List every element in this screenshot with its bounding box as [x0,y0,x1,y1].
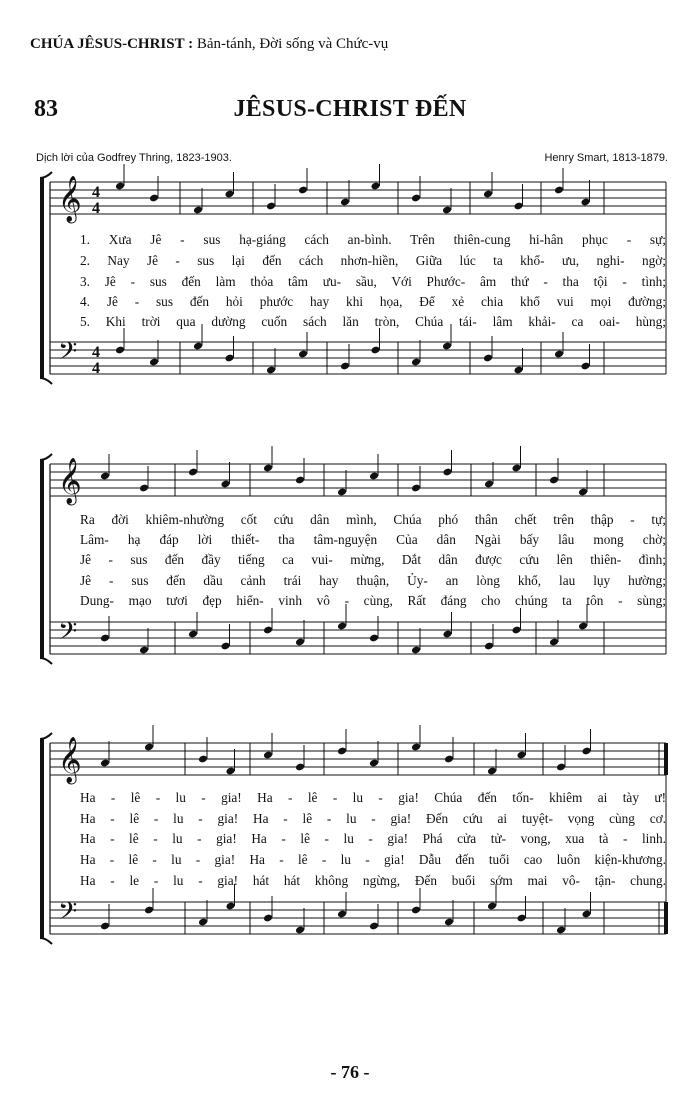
lyric-line: Ha - lê - lu - gia! Ha - lê - lu - gia! Chúa đến tốn- khiêm ai tày ư! [80,790,666,805]
lyric-line: Ha - lê - lu - gia! Ha - lê - lu - gia! Phá cửa tử- vong, xua tà - linh. [80,831,666,846]
treble-clef-icon: 𝄞 [58,737,82,783]
time-signature-denominator: 4 [92,200,100,217]
hymn-title: JÊSUS-CHRIST ĐẾN [233,96,467,122]
treble-clef-icon: 𝄞 [58,176,82,222]
treble-clef-icon: 𝄞 [58,458,82,504]
lyric-line: Jê - sus đến đầy tiếng ca vui- mừng, Dắt dân được cứu lên thiên- đình; [80,552,666,567]
bass-clef-icon: 𝄢 [58,897,78,932]
bracket-hook [40,733,52,739]
bracket-hook [40,378,52,384]
lyric-line: Ha - lê - lu - gia! Ha - lê - lu - gia! Đến cứu ai tuyệt- vọng cùng cơ. [80,811,666,826]
bracket-hook [40,938,52,944]
system-bracket [40,460,44,658]
lyric-line: 2. Nay Jê - sus lại đến cách nhơn-hiền, Giữa lúc ta khổ- ưu, nghi- ngờ; [80,253,666,268]
section-title: CHÚA JÊSUS-CHRIST : [30,36,194,52]
bracket-hook [40,454,52,460]
system-bracket [40,178,44,378]
lyric-line: Ra đời khiêm-nhường cốt cứu dân mình, Chúa phó thân chết trên thập - tự; [80,512,666,527]
final-bar-line [664,902,668,934]
lyricist-credit: Dịch lời của Godfrey Thring, 1823-1903. [36,152,232,164]
bracket-hook [40,172,52,178]
bracket-hook [40,658,52,664]
final-bar-line [664,743,668,775]
lyric-line: 1. Xưa Jê - sus hạ-giáng cách an-bình. Trên thiên-cung hi-hân phục - sự; [80,232,666,247]
page-number: - 76 - [330,1062,370,1082]
lyric-line: 4. Jê - sus đến hỏi phước hay khi họa, Để xẻ chia khổ vui mọi đường; [80,294,666,309]
lyric-line: Ha - lê - lu - gia! Ha - lê - lu - gia! Dẫu đến tuổi cao luôn kiện-khương. [80,852,666,867]
lyric-line: 5. Khi trời qua dường cuốn sách lăn tròn, Chúa tái- lâm khải- ca oai- hùng; [80,314,666,329]
lyric-line: 3. Jê - sus đến làm thỏa tâm ưu- sầu, Với Phước- âm thứ - tha tội - tình; [80,274,666,289]
lyric-line: Lâm- hạ đáp lời thiết- tha tâm-nguyện Của dân Ngài bấy lâu mong chờ; [80,532,666,547]
time-signature-numerator: 4 [92,184,100,201]
section-subtitle: Bản-tánh, Đời sống và Chức-vụ [193,36,389,52]
bass-clef-icon: 𝄢 [58,617,78,652]
lyric-line: Dung- mạo tươi đẹp hiển- vinh vô - cùng, Rất đáng cho chúng ta tôn - sùng; [80,593,666,608]
time-signature-denominator: 4 [92,360,100,377]
hymn-number: 83 [34,96,58,122]
time-signature-numerator: 4 [92,344,100,361]
lyric-line: Jê - sus đến dầu cảnh trái hay thuận, Ủy- an lòng khổ, lau lụy hường; [80,573,666,588]
bass-clef-icon: 𝄢 [58,337,78,372]
composer-credit: Henry Smart, 1813-1879. [544,152,668,164]
system-bracket [40,739,44,938]
lyric-line: Ha - le - lu - gia! hát hát không ngừng, Đến buổi sớm mai vô- tận- chung. [80,873,666,888]
